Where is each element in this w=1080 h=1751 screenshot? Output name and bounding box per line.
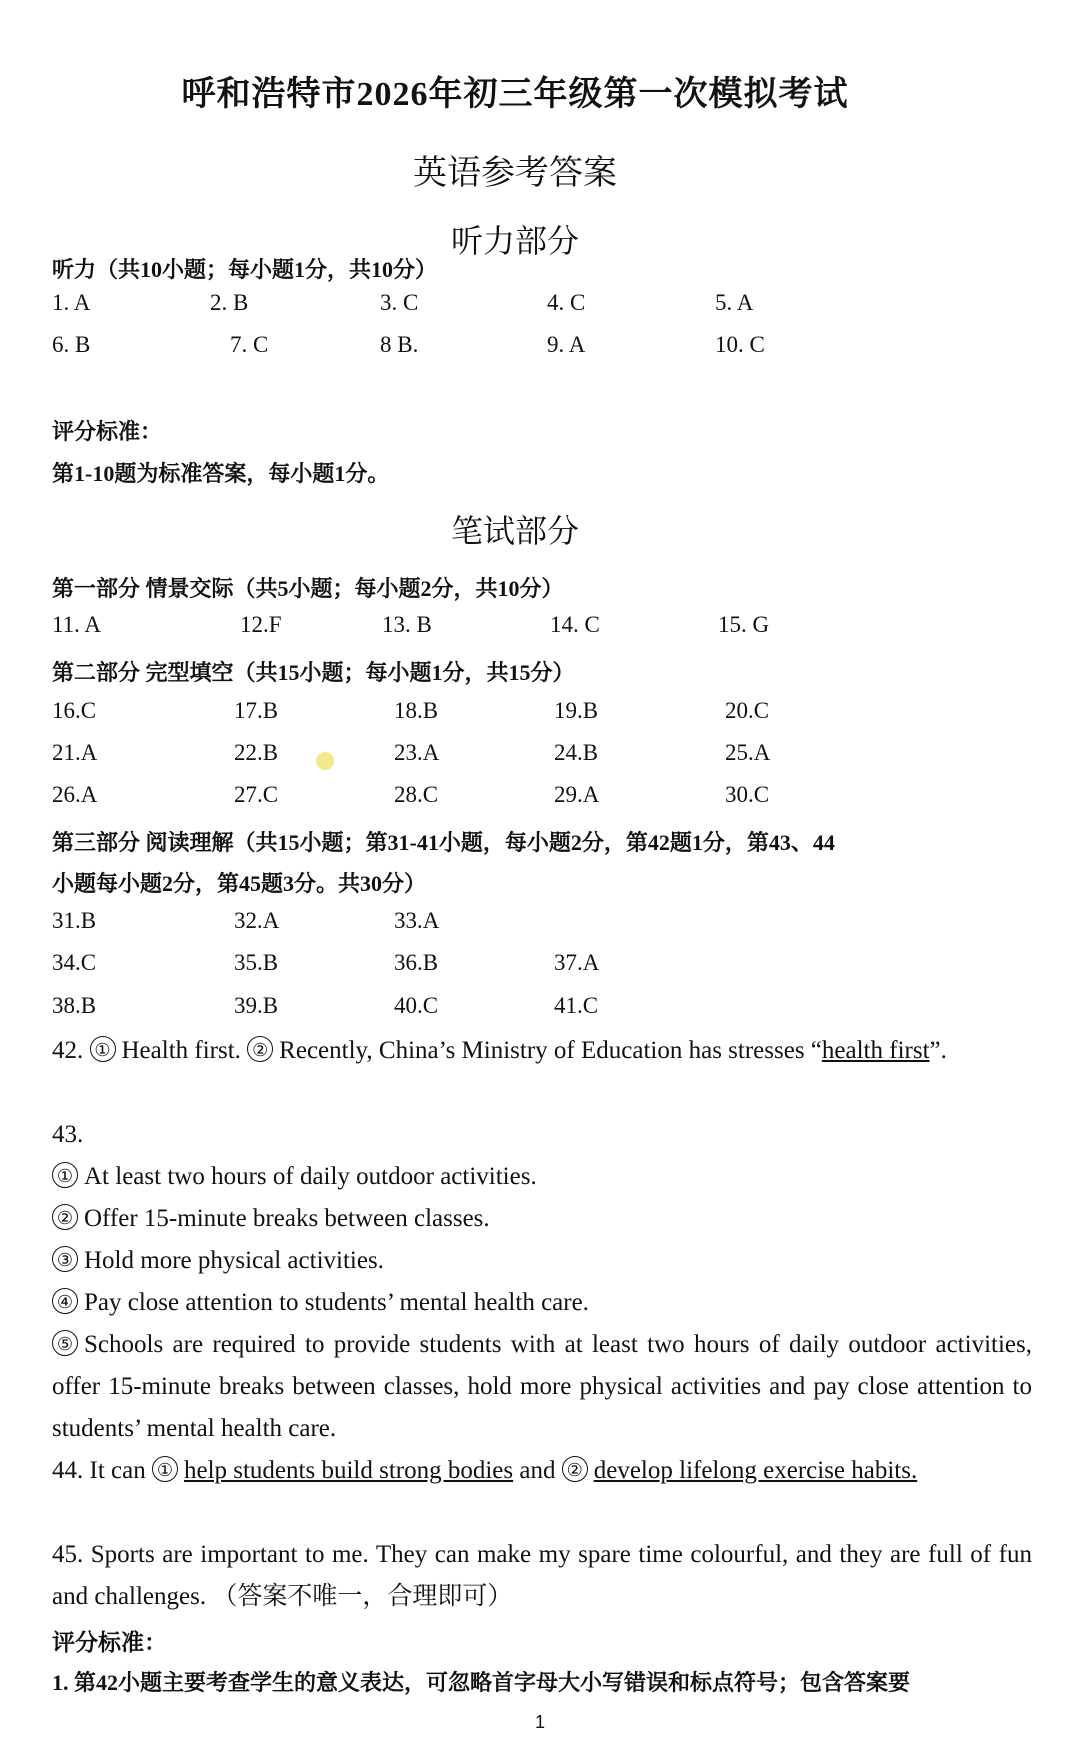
answer-item: 34.C: [52, 950, 97, 975]
answer-item: 14. C: [550, 612, 600, 637]
answer-row: [52, 782, 952, 816]
answer-item: 16.C: [52, 698, 97, 723]
answer-item: 12.F: [240, 612, 282, 637]
q43-item-text: Offer 15-minute breaks between classes.: [84, 1205, 490, 1232]
answer-item: 30.C: [725, 782, 770, 807]
q42-answer-2-underlined: health first: [821, 1037, 930, 1064]
criteria-line-1: 1. 第42小题主要考查学生的意义表达，可忽略首字母大小写错误和标点符号；包含答案要: [52, 1670, 911, 1695]
answer-item: 31.B: [52, 908, 97, 933]
circled-number: ①: [90, 1036, 116, 1062]
answer-row: [52, 290, 952, 324]
writing-heading: 笔试部分: [450, 513, 579, 549]
circled-number: ②: [247, 1036, 273, 1062]
circled-number: ①: [152, 1456, 178, 1482]
answer-item: 29.A: [554, 782, 600, 807]
answer-item: 8 B.: [380, 332, 419, 357]
q45-answer: [52, 1534, 1032, 1618]
q43-item-5: [52, 1324, 1032, 1450]
answer-row: [52, 740, 952, 774]
q44-answer-1: help students build strong bodies: [183, 1457, 514, 1484]
answer-item: 15. G: [718, 612, 770, 637]
answer-item: 3. C: [380, 290, 419, 315]
circled-number: ⑤: [52, 1330, 78, 1356]
q43-number: 43.: [52, 1121, 84, 1148]
stray-mark: [316, 752, 334, 770]
q43-item: [52, 1198, 1032, 1240]
answer-item: 27.C: [234, 782, 279, 807]
answer-row: [52, 332, 952, 366]
circled-number: ④: [52, 1288, 78, 1314]
circled-number: ②: [562, 1456, 588, 1482]
q43-item-text: At least two hours of daily outdoor activities.: [84, 1163, 537, 1190]
exam-subtitle: 英语参考答案: [413, 155, 617, 192]
answer-item: 35.B: [234, 950, 279, 975]
answer-item: 37.A: [554, 950, 600, 975]
q42-answer-1: Health first.: [121, 1037, 241, 1064]
answer-item: 22.B: [234, 740, 279, 765]
answer-item: 9. A: [547, 332, 586, 357]
answer-row: [52, 908, 952, 942]
answer-item: 19.B: [554, 698, 599, 723]
part3-intro-line2: 小题每小题2分，第45题3分。共30分）: [52, 871, 427, 896]
answer-item: 20.C: [725, 698, 770, 723]
q43-item-text: Schools are required to provide students with at least two hours of daily outdoor activities, offer 15-minute breaks between classes, hold more physical activities and pay close attention to students’ mental health care.: [52, 1331, 1032, 1442]
answer-item: 32.A: [234, 908, 280, 933]
answer-item: 39.B: [234, 993, 279, 1018]
exam-title: 呼和浩特市2026年初三年级第一次模拟考试: [181, 76, 849, 113]
answer-item: 17.B: [234, 698, 279, 723]
listening-heading: 听力部分: [450, 223, 579, 259]
answer-item: 24.B: [554, 740, 599, 765]
criteria-label: 评分标准：: [52, 1630, 167, 1655]
answer-row: [52, 950, 952, 984]
answer-item: 25.A: [725, 740, 771, 765]
listening-criteria-text: 第1-10题为标准答案，每小题1分。: [52, 461, 390, 486]
answer-item: 7. C: [230, 332, 269, 357]
part2-intro: 第二部分 完型填空（共15小题；每小题1分，共15分）: [52, 660, 575, 685]
q44-answer: [52, 1450, 1032, 1492]
q42-answer-2-post: ”.: [929, 1037, 947, 1064]
page-number: 1: [534, 1712, 545, 1732]
answer-row: [52, 612, 952, 646]
answer-item: 36.B: [394, 950, 439, 975]
q44-connector: and: [519, 1457, 556, 1484]
q43-item: [52, 1282, 1032, 1324]
q43-item: [52, 1156, 1032, 1198]
q43-item-text: Hold more physical activities.: [84, 1247, 384, 1274]
answer-item: 21.A: [52, 740, 98, 765]
circled-number: ③: [52, 1246, 78, 1272]
answer-row: [52, 993, 952, 1027]
answer-item: 23.A: [394, 740, 440, 765]
part3-intro-line1: 第三部分 阅读理解（共15小题；第31-41小题，每小题2分，第42题1分，第43、44: [52, 830, 835, 855]
answer-item: 5. A: [715, 290, 754, 315]
answer-item: 41.C: [554, 993, 599, 1018]
answer-item: 1. A: [52, 290, 91, 315]
answer-row: [52, 698, 952, 732]
answer-item: 40.C: [394, 993, 439, 1018]
q43-item-text: Pay close attention to students’ mental health care.: [84, 1289, 589, 1316]
q43-item: [52, 1240, 1032, 1282]
part1-intro: 第一部分 情景交际（共5小题；每小题2分，共10分）: [52, 576, 564, 601]
q42-answer: [52, 1030, 1032, 1072]
circled-number: ②: [52, 1204, 78, 1230]
q45-text: 45. Sports are important to me. They can make my spare time colourful, and they are full of fun and challenges.: [52, 1541, 1032, 1610]
q44-lead: 44. It can: [52, 1457, 146, 1484]
answer-item: 10. C: [715, 332, 765, 357]
q42-number: 42.: [52, 1037, 84, 1064]
answer-item: 13. B: [382, 612, 432, 637]
answer-item: 33.A: [394, 908, 440, 933]
answer-item: 18.B: [394, 698, 439, 723]
listening-intro: 听力（共10小题；每小题1分，共10分）: [52, 257, 438, 282]
listening-criteria-label: 评分标准：: [52, 419, 163, 444]
q42-answer-2-pre: Recently, China’s Ministry of Education has stresses “: [279, 1037, 822, 1064]
answer-item: 11. A: [52, 612, 101, 637]
q45-note: （答案不唯一，合理即可）: [212, 1583, 513, 1610]
answer-item: 26.A: [52, 782, 98, 807]
circled-number: ①: [52, 1162, 78, 1188]
answer-item: 28.C: [394, 782, 439, 807]
answer-item: 6. B: [52, 332, 91, 357]
answer-item: 2. B: [210, 290, 249, 315]
answer-item: 38.B: [52, 993, 97, 1018]
q44-answer-2: develop lifelong exercise habits.: [593, 1457, 918, 1484]
answer-item: 4. C: [547, 290, 586, 315]
